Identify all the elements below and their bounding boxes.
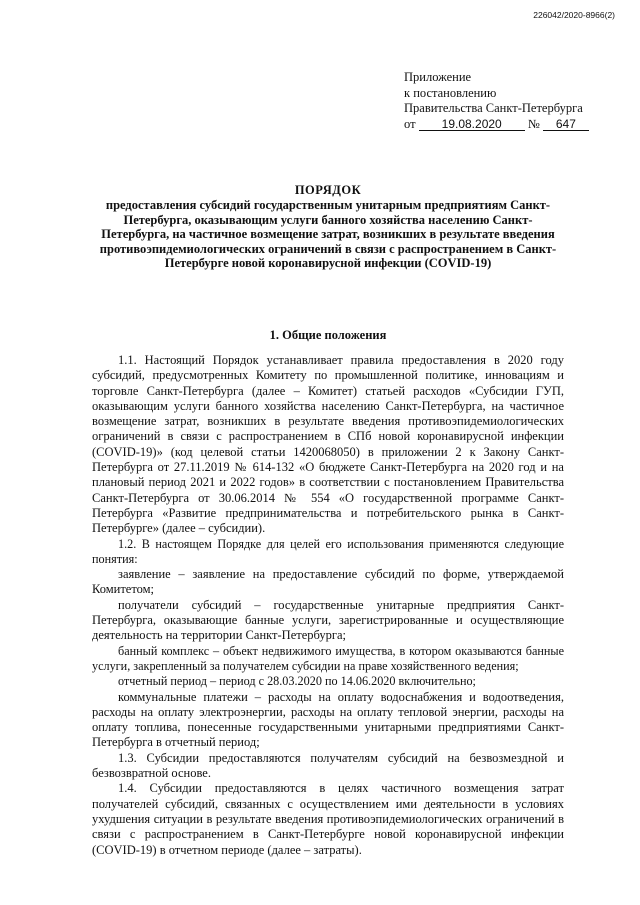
appendix-line-1: Приложение: [404, 70, 472, 84]
section-heading: 1. Общие положения: [269, 328, 387, 342]
appendix-line-2: к постановлению: [404, 85, 497, 100]
definition-bath-complex: банный комплекс – объект недвижимого имущества, в котором оказываются банные услуги, закрепленный за получателем субсидии на праве хозяйственного ведения;: [92, 643, 564, 673]
document-subtitle: предоставления субсидий государственным унитарным предприятиям Санкт-Петербурга, оказывающим услуги банного хозяйства населению Санкт-Петербурга, на частичное возмещение затрат, возникших в результате введения противоэпидемиологических ограничений в связи с распространением в Санкт-Петербурге новой коронавирусной инфекции (COVID-19): [99, 198, 557, 270]
appendix-date-line: [404, 117, 589, 133]
resolution-number: 647: [543, 118, 589, 131]
paragraph-1-3: 1.3. Субсидии предоставляются получателям субсидий на безвозмездной и безвозвратной основе.: [92, 750, 564, 781]
definition-application: заявление – заявление на предоставление субсидий по форме, утверждаемой Комитетом;: [92, 567, 564, 597]
definition-utility-payments: коммунальные платежи – расходы на оплату водоснабжения и водоотведения, расходы на оплату электроэнергии, расходы на оплату тепловой энергии, расходы на оплату топлива, понесенные государственными унитарными предприятиями Санкт-Петербурга в отчетный период;: [92, 689, 564, 750]
document-body: [92, 353, 564, 858]
from-label: от: [404, 116, 416, 131]
paragraph-1-1: 1.1. Настоящий Порядок устанавливает правила предоставления в 2020 году субсидий, предусмотренных Комитету по промышленной политике, инновациям и торговле Санкт-Петербурга (далее – Комитет) статьей расходов «Субсидии ГУП, оказывающим услуги банного хозяйства населению Санкт-Петербурга, на частичное возмещение затрат, возникших в результате введения противоэпидемиологических ограничений в связи с распространением в СПб новой коронавирусной инфекции (COVID-19)» (код целевой статьи 1420068050) в приложении 2 к Закону Санкт-Петербурга от 27.11.2019 № 614-132 «О бюджете Санкт-Петербурга на 2020 год и на плановый период 2021 и 2022 годов» в соответствии с постановлением Правительства Санкт-Петербурга от 30.06.2014 № 554 «О государственной программе Санкт-Петербурга «Развитие предпринимательства и потребительского рынка в Санкт-Петербурге» (далее – субсидии).: [92, 353, 564, 536]
appendix-line-3: Правительства Санкт-Петербурга: [404, 101, 583, 115]
paragraph-1-4: 1.4. Субсидии предоставляются в целях частичного возмещения затрат получателей субсидий, связанных с осуществлением ими деятельности в условиях ухудшения ситуации в результате введения противоэпидемиологических ограничений в связи с распространением в Санкт-Петербурге новой коронавирусной инфекции (COVID-19) в отчетном периоде (далее – затраты).: [92, 781, 564, 857]
document-title: ПОРЯДОК: [294, 183, 362, 197]
document-id: 226042/2020-8966(2): [533, 10, 615, 20]
definition-reporting-period: отчетный период – период с 28.03.2020 по 14.06.2020 включительно;: [118, 674, 476, 689]
appendix-block: [404, 70, 589, 132]
resolution-date: 19.08.2020: [419, 118, 525, 131]
definition-recipients: получатели субсидий – государственные унитарные предприятия Санкт-Петербурга, оказывающие банные услуги, зарегистрированные и осуществляющие деятельность на территории Санкт-Петербурга;: [92, 597, 564, 643]
number-label: №: [527, 116, 540, 131]
paragraph-1-2: 1.2. В настоящем Порядке для целей его использования применяются следующие понятия:: [92, 536, 564, 566]
